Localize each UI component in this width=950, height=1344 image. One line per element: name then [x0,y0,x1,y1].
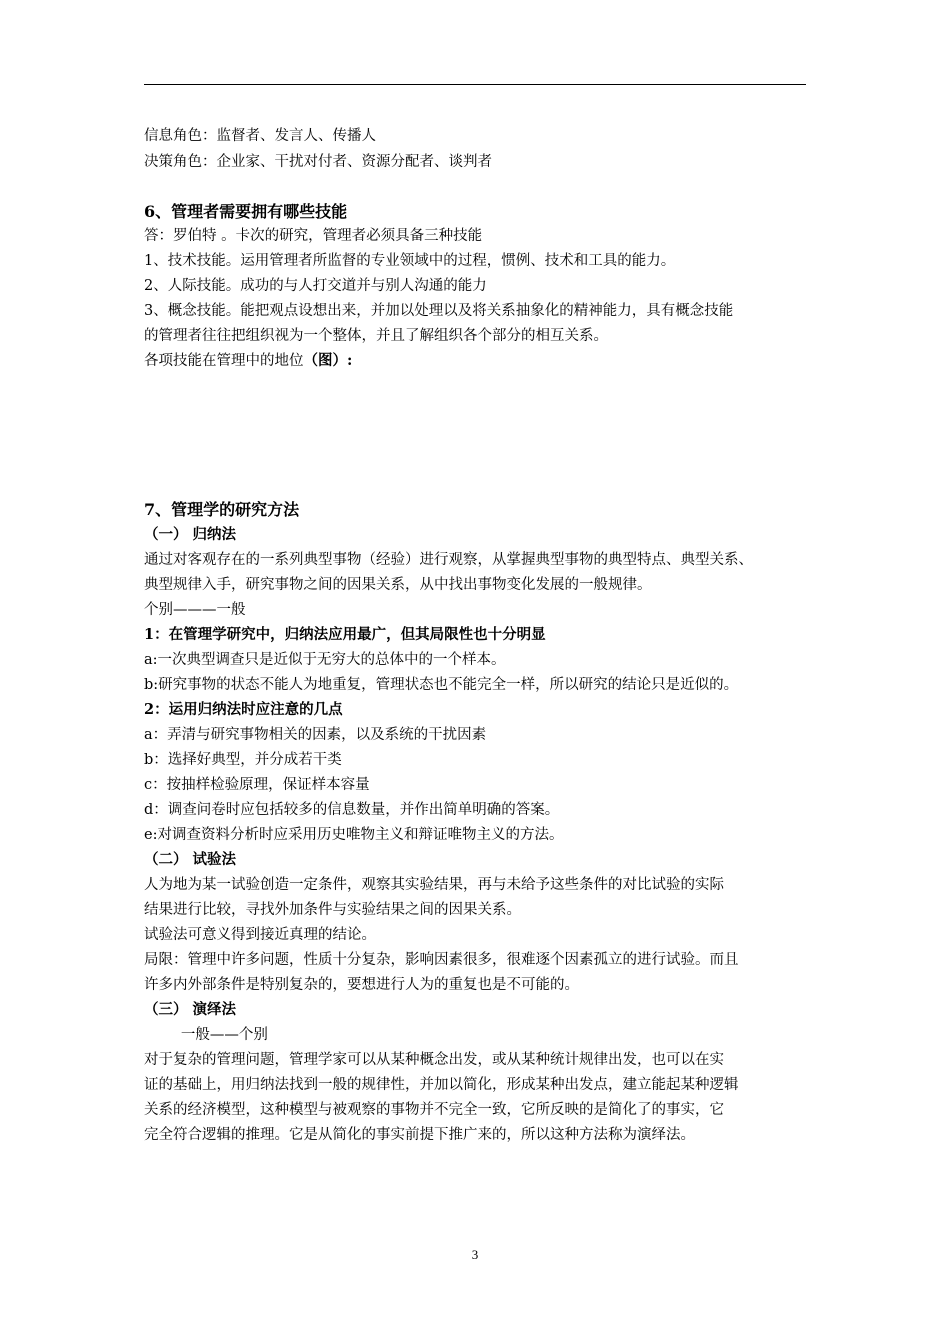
text-line: 许多内外部条件是特别复杂的，要想进行人为的重复也是不可能的。 [144,977,579,993]
text-line: 一般——个别 [144,1027,268,1043]
text-line: a：弄清与研究事物相关的因素，以及系统的干扰因素 [144,727,487,743]
text-line: 信息角色：监督者、发言人、传播人 [144,128,376,144]
header-rule [144,84,806,85]
subsection-2-title: （二） 试验法 [144,851,237,868]
page-number: 3 [471,1247,479,1262]
text-line: 对于复杂的管理问题，管理学家可以从某种概念出发，或从某种统计规律出发，也可以在实 [144,1052,724,1068]
text-line: 证的基础上，用归纳法找到一般的规律性，并加以简化，形成某种出发点，建立能起某种逻辑 [144,1077,739,1093]
subsection-3-title: （三） 演绎法 [144,1001,237,1018]
text-line: 典型规律入手，研究事物之间的因果关系，从中找出事物变化发展的一般规律。 [144,577,652,593]
text-line: 1、技术技能。运用管理者所监督的专业领域中的过程，惯例、技术和工具的能力。 [144,253,676,269]
text-line: d：调查问卷时应包括较多的信息数量，并作出简单明确的答案。 [144,802,560,818]
text-line: e:对调查资料分析时应采用历史唯物主义和辩证唯物主义的方法。 [144,827,564,843]
text-line: 通过对客观存在的一系列典型事物（经验）进行观察，从掌握典型事物的典型特点、典型关系、 [144,552,753,568]
text-line: 关系的经济模型，这种模型与被观察的事物并不完全一致，它所反映的是简化了的事实，它 [144,1102,724,1118]
text-line: 3、概念技能。能把观点设想出来，并加以处理以及将关系抽象化的精神能力，具有概念技能 [144,303,734,319]
text-line: 局限：管理中许多问题，性质十分复杂，影响因素很多，很难逐个因素孤立的进行试验。而且 [144,952,739,968]
text-line: 人为地为某一试验创造一定条件，观察其实验结果，再与未给予这些条件的对比试验的实际 [144,877,724,893]
text-line: 试验法可意义得到接近真理的结论。 [144,927,376,943]
text-line: c：按抽样检验原理，保证样本容量 [144,777,370,793]
text-line: b:研究事物的状态不能人为地重复，管理状态也不能完全一样，所以研究的结论只是近似的。 [144,677,739,693]
text-line: b：选择好典型，并分成若干类 [144,752,342,768]
point-2-title: 2：运用归纳法时应注意的几点 [144,701,343,718]
text-line: a:一次典型调查只是近似于无穷大的总体中的一个样本。 [144,652,506,668]
section-6-title: 6、管理者需要拥有哪些技能 [144,202,348,221]
text-line: 答：罗伯特 。卡次的研究，管理者必须具备三种技能 [144,228,483,244]
text-line: 决策角色：企业家、干扰对付者、资源分配者、谈判者 [144,154,492,170]
figure-caption [144,350,352,372]
text-line: 个别———一般 [144,602,246,618]
section-7-title: 7、管理学的研究方法 [144,500,300,519]
figure-caption-label: （图）: [303,352,353,369]
text-line: 结果进行比较，寻找外加条件与实验结果之间的因果关系。 [144,902,521,918]
subsection-1-title: （一） 归纳法 [144,526,237,543]
text-line: 的管理者往往把组织视为一个整体，并且了解组织各个部分的相互关系。 [144,328,608,344]
figure-caption-text: 各项技能在管理中的地位 [144,353,304,369]
point-1-title: 1：在管理学研究中，归纳法应用最广，但其局限性也十分明显 [144,626,546,643]
text-line: 2、人际技能。成功的与人打交道并与别人沟通的能力 [144,278,487,294]
text-line: 完全符合逻辑的推理。它是从简化的事实前提下推广来的，所以这种方法称为演绎法。 [144,1127,695,1143]
